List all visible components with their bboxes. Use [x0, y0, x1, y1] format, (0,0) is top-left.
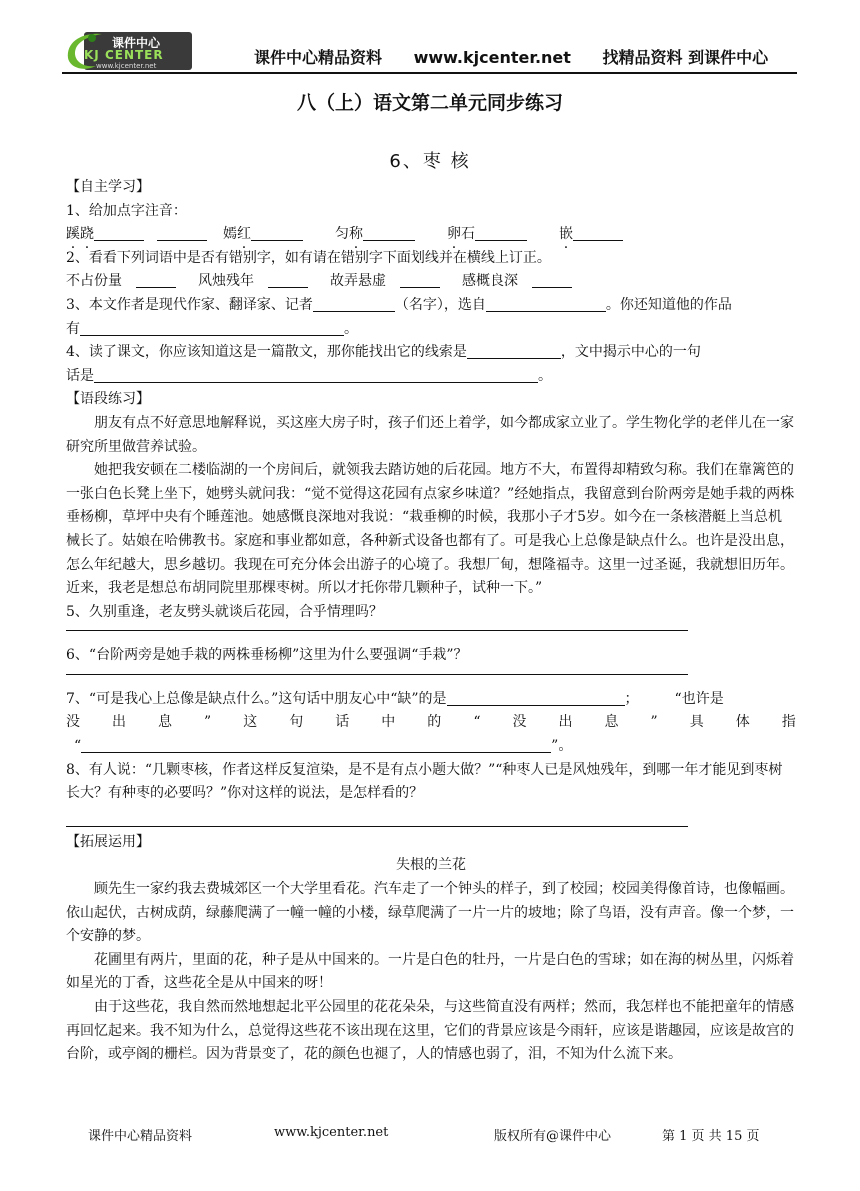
q7-char: 体 [735, 714, 750, 731]
site-name: 课件中心精品资料 [254, 48, 383, 67]
q4-text: 。 [538, 367, 552, 384]
answer-blank[interactable] [157, 225, 207, 241]
site-slogan: 找精品资料 到课件中心 [602, 48, 769, 67]
question-3 [66, 294, 796, 318]
essay-paragraph-2: 花圃里有两片，里面的花，种子是从中国来的。一片是白色的牡丹，一片是白色的雪球；如在海的树丛里，闪烁着如星光的丁香，这些花全是从中国来的呀！ [66, 951, 794, 992]
q7-char: ” [650, 714, 658, 731]
footer-copyright: 版权所有@课件中心 [494, 1129, 612, 1144]
word-char: 蹊 [66, 226, 80, 243]
answer-blank[interactable] [363, 225, 415, 241]
answer-blank[interactable] [136, 272, 176, 288]
word-char: 嫣 [223, 226, 237, 243]
essay-title: 失根的兰花 [396, 857, 466, 874]
author-blank[interactable] [313, 296, 395, 312]
works-blank[interactable] [80, 320, 344, 336]
q7-text: ； [624, 690, 639, 707]
q7-text: “ [74, 738, 82, 755]
answer-blank[interactable] [532, 272, 572, 288]
q3-text: （名字），选自 [394, 296, 486, 313]
logo-url: www.kjcenter.net [96, 62, 157, 70]
q4-text: ，文中揭示中心的一句 [560, 344, 701, 361]
logo-kj: KJ CENTER [84, 48, 164, 62]
question-7-cont [66, 735, 796, 759]
source-blank[interactable] [486, 296, 606, 312]
word-char: 跷 [80, 226, 94, 243]
question-8: 8、有人说：“几颗枣核，作者这样反复渲染，是不是有点小题大做？”“种枣人已是风烛残年，到哪一年才能见到枣树长大？有种枣的必要吗？”你对这样的说法，是怎样看的？ [66, 761, 783, 802]
answer-blank[interactable] [268, 272, 308, 288]
site-logo[interactable] [62, 28, 194, 72]
word-char: 石 [461, 226, 475, 243]
q7-char: 息 [158, 714, 173, 731]
question-6: 6、“台阶两旁是她手栽的两株垂杨柳”这里为什么要强调“手栽”？ [66, 647, 468, 664]
q7-char: 出 [558, 714, 573, 731]
question-4-cont [66, 365, 796, 389]
q7-char: 指 [781, 714, 796, 731]
question-2: 2、看看下列词语中是否有错别字，如有请在错别字下面划线并在横线上订正。 [66, 249, 551, 266]
no-ambition-blank[interactable] [81, 737, 551, 753]
clue-blank[interactable] [467, 343, 561, 359]
answer-blank[interactable] [251, 225, 303, 241]
q7-char: 这 [243, 714, 258, 731]
essay-paragraph-1: 顾先生一家约我去费城郊区一个大学里看花。汽车走了一个钟头的样子，到了校园；校园美得像首诗，也像幅画。依山起伏，古树成荫，绿藤爬满了一幢一幢的小楼，绿草爬满了一片一片的坡地；除了鸟语，没有声音。像一个梦，一个安静的梦。 [66, 881, 794, 945]
worksheet-content [66, 176, 796, 1067]
q7-text: 7、“可是我心上总像是缺点什么。”这句话中朋友心中“缺”的是 [66, 690, 447, 707]
q7-char: 的 [427, 714, 442, 731]
footer-url-link[interactable]: www.kjcenter.net [274, 1125, 389, 1140]
term: 故弄悬虚 [330, 273, 386, 290]
footer-site-name: 课件中心精品资料 [88, 1129, 193, 1144]
pinyin-row [66, 223, 796, 247]
word-char: 称 [349, 226, 363, 243]
q7-char: 句 [289, 714, 304, 731]
q4-text: 话是 [66, 367, 94, 384]
section-heading-self-study: 【自主学习】 [66, 179, 150, 195]
passage-paragraph-2: 她把我安顿在二楼临湖的一个房间后，就领我去踏访她的后花园。地方不大，布置得却精致匀称。我们在靠篱笆的一张白色长凳上坐下，她劈头就问我：“觉不觉得这花园有点家乡味道？”经她指点，我留意到台阶两旁是她手栽的两株垂杨柳，草坪中央有个睡莲池。她感慨良深地对我说：“栽垂柳的时候，我那小子才5岁。如今在一条核潜艇上当总机械长了。姑娘在哈佛教书。家庭和事业都如意，各种新式设备也都有了。可是我心上总像是缺点什么。也许是没出息，怎么年纪越大，思乡越切。我现在可充分体会出游子的心境了。我想厂甸，想隆福寺。这里一过圣诞，我就想旧历年。近来，我老是想总布胡同院里那棵枣树。所以才托你带几颗种子，试种一下。” [66, 462, 795, 597]
answer-blank[interactable] [475, 225, 527, 241]
question-3-cont [66, 318, 796, 342]
site-url-link[interactable]: www.kjcenter.net [413, 48, 571, 67]
word-char: 匀 [335, 226, 349, 243]
answer-blank[interactable] [400, 272, 440, 288]
answer-blank[interactable] [94, 225, 144, 241]
q3-text: 3、本文作者是现代作家、翻译家、记者 [66, 296, 313, 313]
terms-row [66, 270, 796, 294]
answer-line[interactable] [66, 826, 688, 827]
q7-char: 中 [381, 714, 396, 731]
q3-text: 。 [344, 320, 358, 337]
section-heading-passage: 【语段练习】 [66, 391, 150, 408]
q4-text: 4、读了课文，你应该知道这是一篇散文，那你能找出它的线索是 [66, 344, 467, 361]
word-char: 嵌 [559, 226, 573, 243]
answer-blank[interactable] [573, 225, 623, 241]
passage-paragraph-1: 朋友有点不好意思地解释说，买这座大房子时，孩子们还上着学，如今都成家立业了。学生物化学的老伴儿在一家研究所里做营养试验。 [66, 414, 794, 455]
q7-text: “也许是 [674, 690, 724, 707]
q7-char: 没 [66, 714, 80, 731]
page-header [62, 28, 797, 74]
question-7-spread [66, 711, 796, 735]
answer-line[interactable] [66, 674, 688, 675]
question-1: 1、给加点字注音： [66, 202, 187, 219]
q7-char: ” [204, 714, 212, 731]
header-text [254, 45, 768, 68]
question-7 [66, 688, 796, 712]
page-title: 八（上）语文第二单元同步练习 [296, 92, 563, 114]
q3-text: 有 [66, 320, 80, 337]
q7-text: ”。 [551, 738, 573, 755]
answer-line[interactable] [66, 630, 688, 631]
term: 不占份量 [66, 273, 122, 290]
essay-paragraph-3: 由于这些花，我自然而然地想起北平公园里的花花朵朵，与这些简直没有两样；然而，我怎样也不能把童年的情感再回忆起来。我不知为什么，总觉得这些花不该出现在这里，它们的背景应该是今雨轩，应该是谐趣园，应该是故宫的台阶，或亭阁的栅栏。因为背景变了，花的颜色也褪了，人的情感也弱了，泪，不知为什么流下来。 [66, 999, 794, 1063]
header-rule [62, 72, 797, 74]
question-4 [66, 341, 796, 365]
word-char: 卵 [447, 226, 461, 243]
lack-blank[interactable] [447, 690, 625, 706]
term: 风烛残年 [198, 273, 254, 290]
lesson-title: 6、枣 核 [389, 151, 471, 172]
page-number: 第 1 页 共 15 页 [662, 1129, 760, 1144]
q7-char: 具 [689, 714, 704, 731]
q7-char: 息 [604, 714, 619, 731]
q7-char: 没 [512, 714, 527, 731]
question-5: 5、久别重逢，老友劈头就谈后花园，合乎情理吗？ [66, 603, 383, 620]
q7-char: 出 [112, 714, 127, 731]
q7-char: “ [473, 714, 481, 731]
logo-text: 课件中心 [112, 36, 161, 50]
central-sentence-blank[interactable] [94, 367, 538, 383]
q7-char: 话 [335, 714, 350, 731]
term: 感概良深 [462, 273, 518, 290]
q3-text: 。你还知道他的作品 [605, 296, 732, 313]
section-heading-extension: 【拓展运用】 [66, 833, 150, 850]
word-char: 红 [237, 226, 251, 243]
